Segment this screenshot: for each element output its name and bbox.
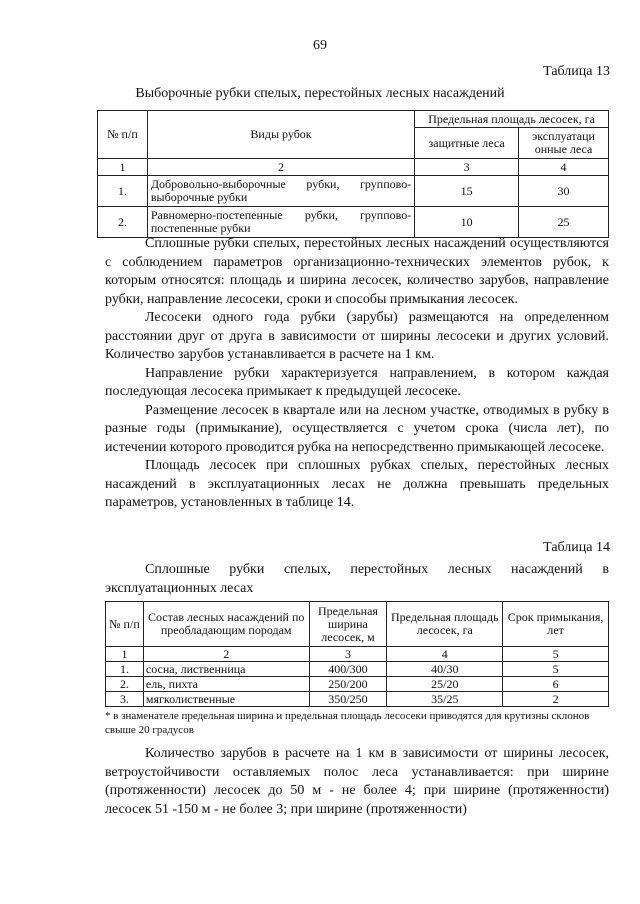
row-num: 3. (106, 692, 144, 707)
paragraph: Площадь лесосек при сплошных рубках спелых, перестойных лесных насаждений в эксплуатационных лесах не должна превышать предельных параметров, установленных в таблице 14. (105, 458, 609, 510)
header-num: № п/п (106, 602, 144, 647)
index-cell: 2 (143, 647, 309, 662)
index-cell: 3 (415, 159, 519, 176)
row-protective: 10 (415, 207, 519, 238)
header-width: Предельная ширина лесосек, м (309, 602, 387, 647)
header-composition: Состав лесных насаждений по преобладающим породам (143, 602, 309, 647)
paragraph: Сплошные рубки спелых, перестойных лесных насаждений осуществляются с соблюдением параметров организационно-технических элементов рубок, к которым относятся: площадь и ширина лесосек, количество зарубов, направление рубки, направление лесосеки, сроки и способы примыкания лесосек. (105, 236, 609, 307)
table-13-title: Выборочные рубки спелых, перестойных лесных насаждений (135, 86, 505, 101)
row-area: 35/25 (387, 692, 503, 707)
table-14 (105, 601, 609, 707)
index-cell: 1 (98, 159, 148, 176)
table-13 (97, 110, 609, 238)
row-width: 350/250 (309, 692, 387, 707)
row-num: 2. (98, 207, 148, 238)
row-name-line: Равномерно-постепенные рубки, группово- (150, 208, 412, 222)
row-name-line: постепенные рубки (150, 221, 251, 235)
table-row (106, 692, 609, 707)
table-row (106, 647, 609, 662)
header-exploit: эксплуатаци онные леса (519, 128, 609, 159)
table-row (106, 677, 609, 692)
table-13-label: Таблица 13 (543, 64, 610, 79)
row-name-line: Добровольно-выборочные рубки, группово- (150, 177, 412, 191)
row-area: 25/20 (387, 677, 503, 692)
header-type: Виды рубок (147, 111, 414, 159)
row-exploit: 25 (519, 207, 609, 238)
header-protective: защитные леса (415, 128, 519, 159)
row-term: 5 (503, 662, 609, 677)
footnote: * в знаменателе предельная ширина и предельная площадь лесосеки приводятся для крутизны склонов свыше 20 градусов (105, 710, 590, 736)
table-row (98, 159, 609, 176)
row-num: 1. (98, 176, 148, 207)
paragraph: Направление рубки характеризуется направлением, в котором каждая последующая лесосека примыкает к предыдущей лесосеке. (105, 365, 609, 399)
header-area-group: Предельная площадь лесосек, га (415, 111, 609, 128)
row-composition: мягколиственные (143, 692, 309, 707)
paragraph: Размещение лесосек в квартале или на лесном участке, отводимых в рубку в разные годы (примыкание), осуществляется с учетом срока (числа лет), по истечении которого проводится рубка на непосредственно примыкающей лесосеке. (105, 402, 609, 455)
row-composition: сосна, лиственница (143, 662, 309, 677)
row-composition: ель, пихта (143, 677, 309, 692)
paragraph: Лесосеки одного года рубки (зарубы) размещаются на определенном расстоянии друг от друга в зависимости от ширины лесосеки и других условий. Количество зарубов устанавливается в расчете на 1 км. (105, 310, 609, 362)
row-exploit: 30 (519, 176, 609, 207)
index-cell: 5 (503, 647, 609, 662)
body-text-2 (105, 745, 609, 819)
row-width: 250/200 (309, 677, 387, 692)
row-name (147, 176, 414, 207)
body-text-1 (105, 235, 609, 513)
row-protective: 15 (415, 176, 519, 207)
header-area: Предельная площадь лесосек, га (387, 602, 503, 647)
header-term: Срок примыкания, лет (503, 602, 609, 647)
table-row (106, 662, 609, 677)
table-row (98, 176, 609, 207)
row-term: 6 (503, 677, 609, 692)
row-width: 400/300 (309, 662, 387, 677)
header-num: № п/п (98, 111, 148, 159)
paragraph: Количество зарубов в расчете на 1 км в зависимости от ширины лесосек, ветроустойчивости оставляемых полос леса устанавливается: при ширине (протяженности) лесосек до 50 м - не более 4; при ширине (протяженности) лесосек 51 -150 м - не более 3; при ширине (протяженности) (105, 746, 609, 817)
row-num: 1. (106, 662, 144, 677)
paragraph: Сплошные рубки спелых, перестойных лесных насаждений в эксплуатационных лесах (105, 562, 609, 596)
index-cell: 1 (106, 647, 144, 662)
row-name (147, 207, 414, 238)
page-number: 69 (313, 38, 327, 53)
row-area: 40/30 (387, 662, 503, 677)
index-cell: 4 (387, 647, 503, 662)
row-name-line: выборочные рубки (150, 190, 248, 204)
row-term: 2 (503, 692, 609, 707)
index-cell: 2 (147, 159, 414, 176)
table-row (98, 207, 609, 238)
row-num: 2. (106, 677, 144, 692)
index-cell: 3 (309, 647, 387, 662)
index-cell: 4 (519, 159, 609, 176)
table-14-title (105, 561, 609, 598)
table-14-label: Таблица 14 (543, 540, 610, 555)
